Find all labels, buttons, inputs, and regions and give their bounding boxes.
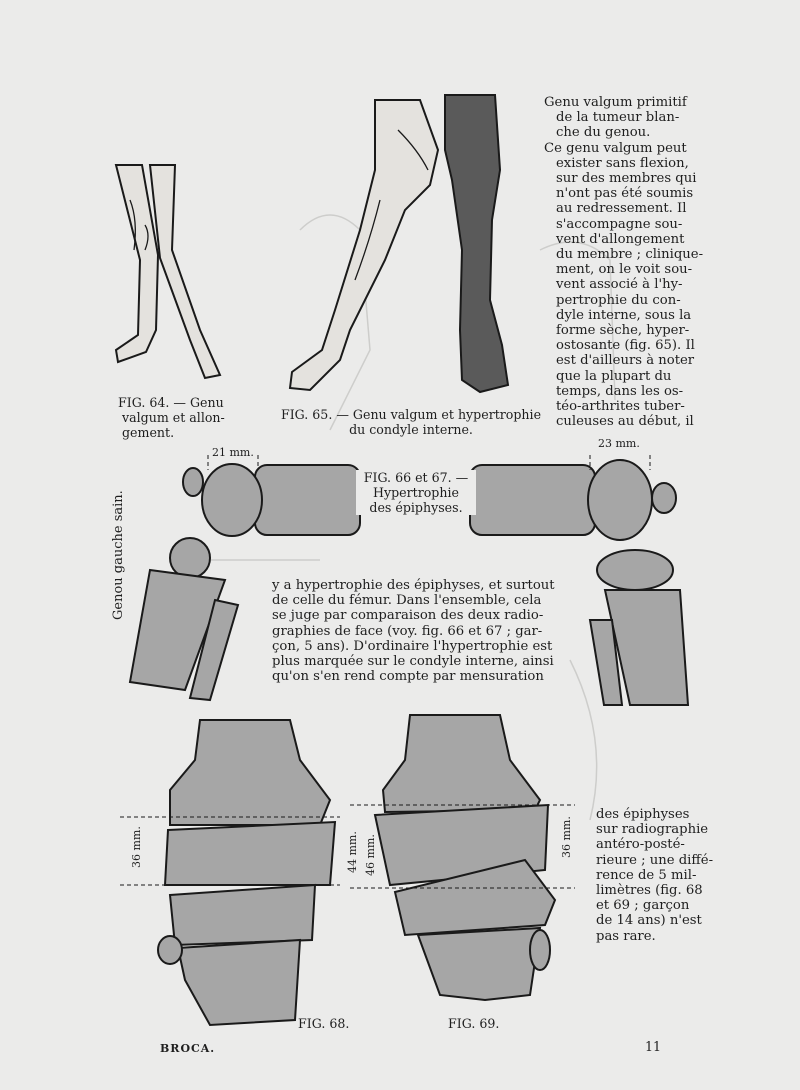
text-line: qu'on s'en rend compte par mensuration [272, 669, 544, 685]
fig65-caption [276, 407, 546, 437]
page-number: 11 [645, 1039, 662, 1054]
text-line: Ce genu valgum peut [544, 140, 687, 156]
text-line: che du genou. [556, 125, 651, 141]
caption-line: du condyle interne. [349, 422, 473, 437]
footer-author: BROCA. [160, 1042, 216, 1055]
text-line: rence de 5 mil- [596, 867, 697, 883]
fig69-drawing [350, 715, 575, 1000]
text-line: exister sans flexion, [556, 155, 689, 171]
text-line: des épiphyses [596, 807, 690, 822]
text-line: de la tumeur blan- [556, 110, 680, 126]
measure-fig66: 21 mm. [212, 446, 254, 459]
caption-line: valgum et allon- [122, 410, 225, 425]
text-line: ostosante (fig. 65). Il [556, 338, 695, 354]
text-line: vent associé à l'hy- [556, 277, 683, 293]
text-line: de 14 ans) n'est [596, 913, 702, 929]
text-line: et 69 ; garçon [596, 898, 690, 914]
text-line: de celle du fémur. Dans l'ensemble, cela [272, 593, 542, 609]
text-line: vent d'allongement [556, 231, 685, 247]
text-line: au redressement. Il [556, 201, 687, 217]
caption-line: FIG. 64. — Genu [118, 395, 224, 410]
text-line: pas rare. [596, 928, 656, 944]
bottom-right-text [596, 807, 726, 944]
text-line: y a hypertrophie des épiphyses, et surtout [272, 578, 555, 593]
text-line: antéro-posté- [596, 837, 685, 853]
text-line: du membre ; clinique- [556, 247, 704, 263]
fig66-67-caption [356, 470, 476, 515]
fig65-drawing [290, 95, 508, 392]
measure-fig68: 36 mm. [130, 826, 143, 868]
side-label: Genou gauche sain. [111, 490, 126, 620]
text-line: que la plupart du [556, 368, 672, 384]
measure-fig67: 23 mm. [598, 437, 640, 450]
text-line: téo-arthrites tuber- [556, 399, 685, 415]
text-line: n'ont pas été soumis [556, 186, 694, 202]
text-line: culeuses au début, il [556, 414, 694, 430]
fig64-caption [118, 395, 268, 440]
middle-text [272, 578, 562, 684]
measure-fig69-c: 36 mm. [560, 816, 573, 858]
caption-line: Hypertrophie [373, 485, 459, 500]
text-line: forme sèche, hyper- [556, 323, 690, 339]
text-line: s'accompagne sou- [556, 216, 683, 232]
measure-fig69-a: 44 mm. [346, 831, 359, 873]
caption-line: FIG. 66 et 67. — [363, 470, 469, 485]
text-line: ment, on le voit sou- [556, 262, 693, 278]
caption-line: des épiphyses. [369, 500, 463, 515]
text-line: se juge par comparaison des deux radio- [272, 608, 544, 624]
text-line: est d'ailleurs à noter [556, 353, 695, 369]
fig68-caption: FIG. 68. [298, 1016, 350, 1031]
text-line: limètres (fig. 68 [596, 883, 703, 899]
text-line: çon, 5 ans). D'ordinaire l'hypertrophie est [272, 638, 553, 654]
text-line: temps, dans les os- [556, 383, 684, 399]
fig68-drawing [120, 720, 340, 1025]
text-line: rieure ; une diffé- [596, 852, 714, 868]
text-line: pertrophie du con- [556, 292, 681, 308]
fig69-caption: FIG. 69. [448, 1016, 500, 1031]
text-line: plus marquée sur le condyle interne, ainsi [272, 654, 554, 670]
text-line: sur des membres qui [556, 171, 697, 187]
measure-fig69-b: 46 mm. [364, 834, 377, 876]
text-line: graphies de face (voy. fig. 66 et 67 ; gar- [272, 623, 543, 639]
caption-line: gement. [122, 425, 175, 440]
text-line: sur radiographie [596, 822, 709, 838]
fig64-drawing [116, 165, 220, 378]
caption-line: FIG. 65. — Genu valgum et hypertrophie [280, 407, 542, 422]
text-line: Genu valgum primitif [544, 95, 687, 110]
text-line: dyle interne, sous la [556, 307, 692, 323]
right-column-text [544, 95, 764, 429]
